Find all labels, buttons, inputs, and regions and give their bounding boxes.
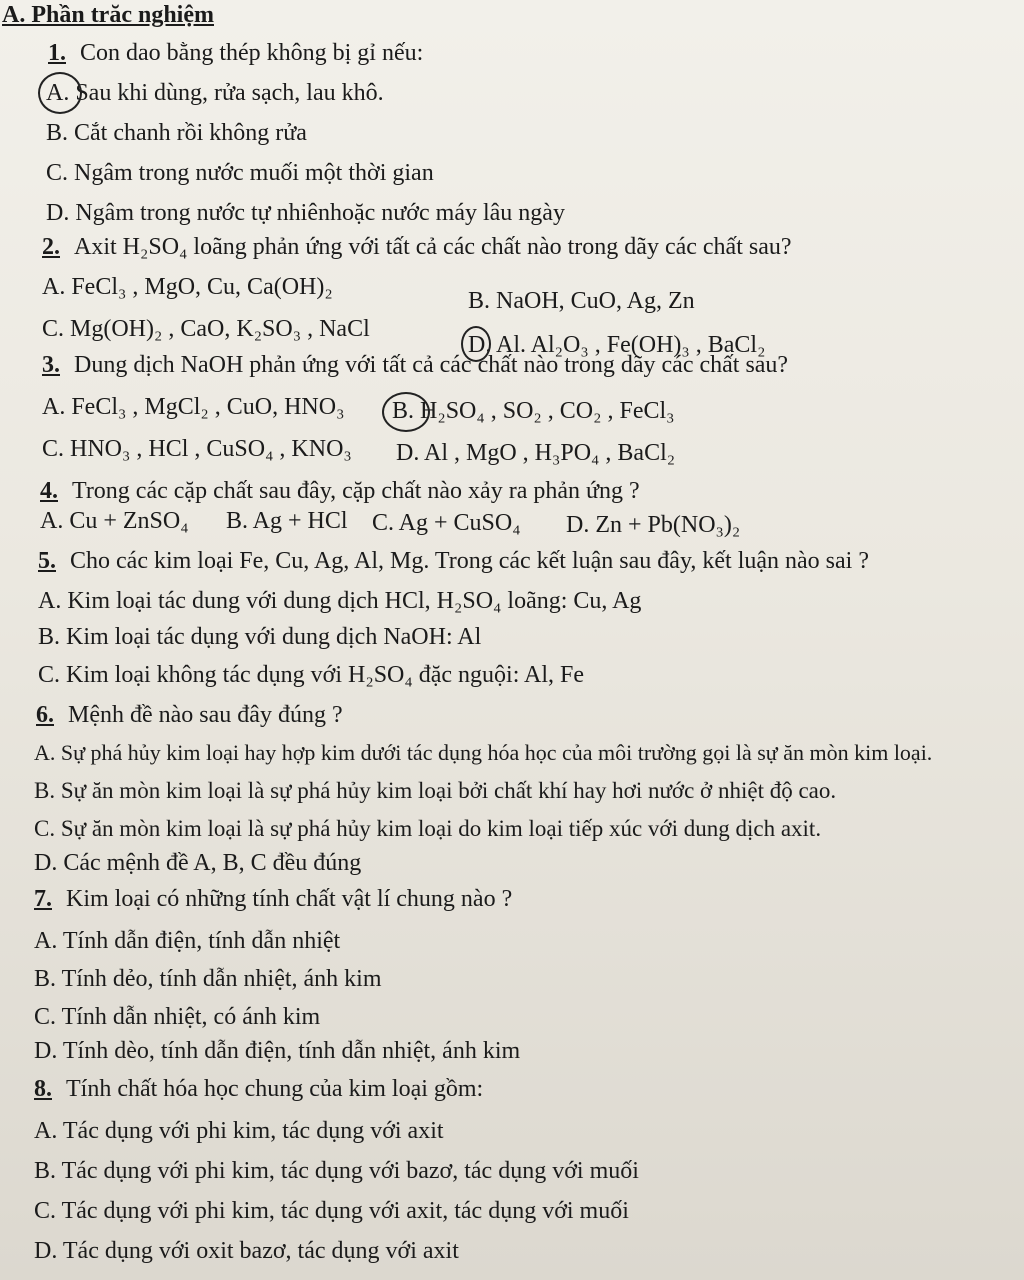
option-text: C. Sự ăn mòn kim loại là sự phá hủy kim loại do kim loại tiếp xúc với dung dịch axit.	[34, 816, 822, 841]
option-text: A. Tính dẫn điện, tính dẫn nhiệt	[34, 928, 341, 954]
option-3a	[42, 392, 344, 422]
option-6a	[34, 738, 932, 768]
option-5c	[38, 660, 584, 690]
option-1c	[46, 158, 434, 188]
option-text: A. FeCl₃ , MgO, Cu, Ca(OH)₂	[42, 274, 333, 300]
option-8d	[34, 1236, 459, 1266]
option-text: D. Ngâm trong nước tự nhiênhoặc nước máy lâu ngày	[46, 200, 565, 226]
question-number: 3.	[42, 352, 60, 378]
option-7b	[34, 964, 382, 994]
option-text: D. Al. Al₂O₃ , Fe(OH)₃ , BaCl₂	[468, 332, 766, 358]
question-6	[36, 700, 343, 730]
question-5	[38, 546, 869, 576]
option-text: A. Sự phá hủy kim loại hay hợp kim dưới tác dụng hóa học của môi trường gọi là sự ăn mòn kim loại.	[34, 740, 933, 765]
option-text: C. Ngâm trong nước muối một thời gian	[46, 160, 434, 186]
question-4	[40, 476, 640, 506]
option-text: A. FeCl₃ , MgCl₂ , CuO, HNO₃	[42, 394, 345, 420]
option-7d	[34, 1036, 520, 1066]
option-text: B. Ag + HCl	[226, 508, 348, 534]
option-text: A. Cu + ZnSO₄	[40, 508, 189, 534]
option-text: C. Tác dụng với phi kim, tác dụng với axit, tác dụng với muối	[34, 1198, 629, 1224]
question-text: Cho các kim loại Fe, Cu, Ag, Al, Mg. Trong các kết luận sau đây, kết luận nào sai ?	[70, 548, 869, 574]
option-text: D. Tác dụng với oxit bazơ, tác dụng với axit	[34, 1238, 459, 1264]
question-text: Dung dịch NaOH phản ứng với tất cả các chất nào trong dãy các chất sau?	[74, 352, 789, 378]
option-text: C. Mg(OH)₂ , CaO, K₂SO₃ , NaCl	[42, 316, 370, 342]
option-7a	[34, 926, 340, 956]
question-number: 7.	[34, 886, 52, 912]
question-number: 5.	[38, 548, 56, 574]
option-6d	[34, 848, 361, 878]
option-text: A. Sau khi dùng, rửa sạch, lau khô.	[46, 80, 384, 106]
option-1a	[46, 78, 384, 108]
question-number: 6.	[36, 702, 54, 728]
question-8	[34, 1074, 483, 1104]
option-text: D. Tính dèo, tính dẫn điện, tính dẫn nhiệt, ánh kim	[34, 1038, 521, 1064]
option-1b	[46, 118, 307, 148]
option-6b	[34, 776, 836, 806]
option-text: D. Zn + Pb(NO₃)₂	[566, 512, 741, 538]
question-text: Axit H₂SO₄ loãng phản ứng với tất cả các chất nào trong dãy các chất sau?	[74, 234, 792, 260]
question-number: 2.	[42, 234, 60, 260]
option-text: B. Cắt chanh rồi không rửa	[46, 120, 307, 146]
option-text: B. Sự ăn mòn kim loại là sự phá hủy kim loại bởi chất khí hay hơi nước ở nhiệt độ cao.	[34, 778, 837, 803]
option-text: B. Kim loại tác dụng với dung dịch NaOH: Al	[38, 624, 482, 650]
option-text: A. Kim loại tác dung với dung dịch HCl, H₂SO₄ loãng: Cu, Ag	[38, 588, 642, 614]
question-text: Mệnh đề nào sau đây đúng ?	[68, 702, 343, 728]
question-number: 8.	[34, 1076, 52, 1102]
option-2b	[468, 286, 695, 316]
question-number: 1.	[48, 40, 66, 66]
option-text: C. Tính dẫn nhiệt, có ánh kim	[34, 1004, 321, 1030]
question-text: Tính chất hóa học chung của kim loại gồm:	[66, 1076, 484, 1102]
question-2	[42, 232, 792, 262]
section-title: A. Phần trăc nghiệm	[2, 2, 214, 28]
question-number: 4.	[40, 478, 58, 504]
question-text: Con dao bằng thép không bị gỉ nếu:	[80, 40, 424, 66]
question-text: Kim loại có những tính chất vật lí chung nào ?	[66, 886, 513, 912]
option-4c	[372, 508, 521, 538]
option-text: B. NaOH, CuO, Ag, Zn	[468, 288, 695, 314]
option-5b	[38, 622, 481, 652]
option-text: A. Tác dụng với phi kim, tác dụng với axit	[34, 1118, 444, 1144]
option-text: D. Các mệnh đề A, B, C đều đúng	[34, 850, 362, 876]
option-8b	[34, 1156, 639, 1186]
option-5a	[38, 586, 641, 616]
option-text: C. Kim loại không tác dụng với H₂SO₄ đặc nguội: Al, Fe	[38, 662, 585, 688]
option-4b	[226, 506, 348, 536]
question-1	[48, 38, 423, 68]
option-6c	[34, 814, 821, 844]
option-text: C. Ag + CuSO₄	[372, 510, 521, 536]
option-8c	[34, 1196, 629, 1226]
option-2c	[42, 314, 370, 344]
option-2a	[42, 272, 333, 302]
option-3c	[42, 434, 352, 464]
option-text: B. Tác dụng với phi kim, tác dụng với bazơ, tác dụng với muối	[34, 1158, 639, 1184]
option-text: D. Al , MgO , H₃PO₄ , BaCl₂	[396, 440, 676, 466]
option-text: C. HNO₃ , HCl , CuSO₄ , KNO₃	[42, 436, 352, 462]
option-text: B. Tính dẻo, tính dẫn nhiệt, ánh kim	[34, 966, 382, 992]
question-text: Trong các cặp chất sau đây, cặp chất nào xảy ra phản ứng ?	[72, 478, 640, 504]
option-3d	[396, 438, 675, 468]
option-text: B. H₂SO₄ , SO₂ , CO₂ , FeCl₃	[392, 398, 675, 424]
option-4a	[40, 506, 189, 536]
option-4d	[566, 510, 740, 540]
option-1d	[46, 198, 565, 228]
option-7c	[34, 1002, 320, 1032]
question-7	[34, 884, 512, 914]
option-3b	[392, 396, 675, 426]
question-3	[42, 350, 788, 380]
option-8a	[34, 1116, 444, 1146]
